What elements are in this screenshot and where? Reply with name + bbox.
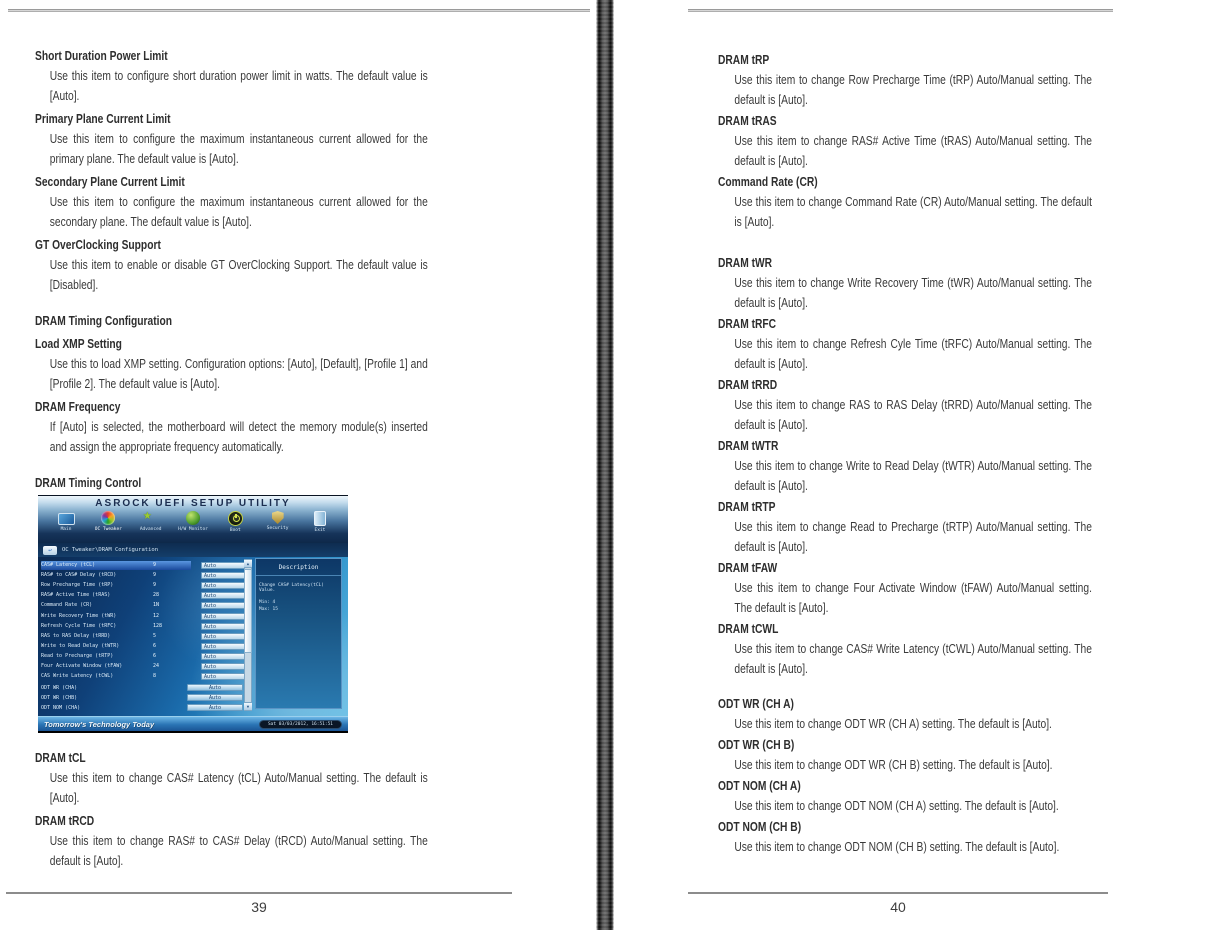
- bios-row-value: 1N: [153, 602, 160, 609]
- bios-setting-button: Auto: [201, 572, 251, 580]
- bios-menu-item: Security: [258, 511, 298, 543]
- bios-row-value: 24: [153, 663, 160, 670]
- uefi-setup-screenshot: [38, 495, 348, 733]
- bios-menu-bar: [46, 511, 340, 543]
- bios-slogan: Tomorrow's Technology Today: [44, 719, 155, 729]
- section-body: Use this item to change Row Precharge Time (tRP) Auto/Manual setting. The default is [Auto].: [734, 73, 1092, 107]
- manual-page-40: [614, 0, 1229, 930]
- section-body: Use this item to change CAS# Latency (tCL) Auto/Manual setting. The default is [Auto].: [49, 771, 428, 805]
- page-bottom-rule: [6, 892, 512, 894]
- section-body: If [Auto] is selected, the motherboard will detect the memory module(s) inserted and assign the appropriate frequency automatically.: [49, 420, 428, 454]
- bios-row-value: 6: [153, 653, 157, 660]
- description-panel: [255, 558, 342, 709]
- section-title: DRAM tCL: [35, 751, 86, 765]
- manual-section: [35, 109, 428, 169]
- bios-setting-button: Auto: [201, 663, 251, 671]
- scrollbar-thumb: [244, 569, 252, 653]
- bios-row: [41, 571, 251, 580]
- bios-footer: [38, 716, 348, 731]
- bios-row-group: [41, 612, 251, 681]
- bios-row-group: [41, 561, 251, 610]
- section-title: Short Duration Power Limit: [35, 49, 168, 63]
- manual-section: [35, 46, 428, 106]
- bios-row-label: Write Recovery Time (tWR): [41, 613, 117, 620]
- bios-menu-item: H/W Monitor: [173, 511, 213, 543]
- manual-section: [35, 334, 428, 394]
- bios-row: [41, 632, 251, 641]
- page-top-rule: [688, 9, 1113, 12]
- section-body: Use this item to change RAS# to CAS# Delay (tRCD) Auto/Manual setting. The default is [Auto].: [49, 834, 428, 868]
- bios-row: [41, 561, 251, 570]
- manual-section: [35, 397, 428, 457]
- oc-tweaker-icon: [101, 511, 115, 525]
- bios-setting-button: Auto: [201, 643, 251, 651]
- manual-section: [35, 748, 428, 808]
- bios-row-value: 12: [153, 613, 160, 620]
- bios-row: [41, 591, 251, 600]
- section-body: Use this item to configure short duration power limit in watts. The default value is [Auto].: [49, 69, 428, 103]
- section-title: DRAM tRRD: [718, 378, 778, 392]
- bios-row-value: 28: [153, 592, 160, 599]
- bios-setting-button: Auto: [201, 653, 251, 661]
- bios-settings-list: [41, 561, 251, 713]
- bios-row: [41, 683, 251, 692]
- right-page-sections: [718, 50, 1092, 858]
- bios-row: [41, 601, 251, 610]
- main-icon: [58, 513, 75, 525]
- section-title: GT OverClocking Support: [35, 238, 161, 252]
- section-title: Load XMP Setting: [35, 337, 122, 351]
- back-icon: ↩: [43, 546, 57, 555]
- section-title: ODT WR (CH A): [718, 697, 794, 711]
- section-title: DRAM Timing Configuration: [35, 314, 173, 328]
- section-body: Use this item to change ODT WR (CH B) setting. The default is [Auto].: [734, 758, 1053, 772]
- section-title: DRAM tWR: [718, 256, 773, 270]
- bios-breadcrumb-bar: [38, 543, 348, 557]
- bios-row-label: RAS# to CAS# Delay (tRCD): [41, 572, 117, 579]
- bios-row-value: 9: [153, 572, 157, 579]
- description-text: Change CAS# Latency(tCL) Value.: [259, 583, 325, 593]
- section-body: Use this item to change ODT NOM (CH B) setting. The default is [Auto].: [734, 840, 1060, 854]
- advanced-icon: [143, 511, 158, 525]
- bios-row-label: Read to Precharge (tRTP): [41, 653, 114, 660]
- section-title: Command Rate (CR): [718, 175, 818, 189]
- scroll-up-icon: ▲: [244, 560, 252, 568]
- bios-setting-button: Auto: [187, 684, 243, 692]
- bios-row-label: Refresh Cycle Time (tRFC): [41, 623, 117, 630]
- manual-section: [35, 811, 428, 871]
- bios-row-label: ODT WR (CHB): [41, 694, 78, 701]
- section-title: ODT WR (CH B): [718, 738, 795, 752]
- section-body: Use this item to change RAS# Active Time (tRAS) Auto/Manual setting. The default is [Auto].: [734, 134, 1092, 168]
- bios-header: [38, 495, 348, 544]
- manual-section: [718, 172, 1092, 232]
- section-body: Use this item to change ODT NOM (CH A) setting. The default is [Auto].: [734, 799, 1059, 813]
- bios-row: [41, 581, 251, 590]
- section-body: Use this item to change CAS# Write Latency (tCWL) Auto/Manual setting. The default is [Auto].: [734, 642, 1092, 676]
- bios-row: [41, 622, 251, 631]
- bios-row-label: CAS Write Latency (tCWL): [41, 673, 114, 680]
- section-body: Use this item to change Read to Precharge (tRTP) Auto/Manual setting. The default is [Auto].: [734, 520, 1092, 554]
- bios-row-label: ODT WR (CHA): [41, 684, 78, 691]
- bios-setting-button: Auto: [187, 694, 243, 702]
- left-page-sections-after-image: [35, 748, 428, 874]
- bios-row-value: 6: [153, 643, 157, 650]
- bios-setting-button: Auto: [201, 582, 251, 590]
- bios-setting-button: Auto: [201, 633, 251, 641]
- bios-row: [41, 703, 251, 712]
- bios-datetime: Sat 03/03/2012, 16:51:51: [259, 720, 342, 729]
- security-icon: [272, 511, 284, 524]
- section-title: DRAM tCWL: [718, 622, 779, 636]
- section-body: Use this to load XMP setting. Configuration options: [Auto], [Default], [Profile 1] and [Profile 2]. The default value is [Auto].: [49, 357, 428, 391]
- bios-row-value: 9: [153, 562, 157, 569]
- section-body: Use this item to change Write to Read Delay (tWTR) Auto/Manual setting. The default is [Auto].: [734, 459, 1092, 493]
- hw-monitor-icon: [186, 511, 200, 525]
- section-body: Use this item to change ODT WR (CH A) setting. The default is [Auto].: [734, 717, 1052, 731]
- page-number: 39: [251, 899, 267, 915]
- bios-row: [41, 642, 251, 651]
- manual-section: [718, 776, 1092, 816]
- bios-setting-button: Auto: [201, 673, 251, 681]
- bios-row-group: [41, 683, 251, 712]
- bios-row-label: ODT NOM (CHA): [41, 704, 81, 711]
- manual-page-39: [0, 0, 596, 930]
- page-number: 40: [890, 899, 906, 915]
- bios-row: [41, 662, 251, 671]
- section-body: Use this item to change RAS to RAS Delay (tRRD) Auto/Manual setting. The default is [Auto].: [734, 398, 1092, 432]
- section-title: DRAM tRTP: [718, 500, 776, 514]
- manual-section: [718, 375, 1092, 435]
- scrollbar: [244, 559, 252, 711]
- section-body: Use this item to change Four Activate Window (tFAW) Auto/Manual setting. The default is [Auto].: [734, 581, 1092, 615]
- manual-section: [718, 111, 1092, 171]
- bios-row-label: Row Precharge Time (tRP): [41, 582, 114, 589]
- bios-row-label: Command Rate (CR): [41, 602, 93, 609]
- description-max: Max: 15: [259, 607, 278, 612]
- section-title: DRAM tRCD: [35, 814, 95, 828]
- section-title: ODT NOM (CH A): [718, 779, 801, 793]
- bios-main-area: [38, 557, 348, 716]
- section-title: DRAM tRFC: [718, 317, 777, 331]
- bios-row-label: Four Activate Window (tFAW): [41, 663, 123, 670]
- manual-section: [35, 311, 428, 331]
- bios-row-value: 5: [153, 633, 157, 640]
- description-min: Min: 4: [259, 600, 276, 605]
- manual-section: [718, 436, 1092, 496]
- bios-row: [41, 672, 251, 681]
- manual-section: [718, 817, 1092, 857]
- section-body: Use this item to change Write Recovery Time (tWR) Auto/Manual setting. The default is [Auto].: [734, 276, 1092, 310]
- section-title: DRAM tFAW: [718, 561, 778, 575]
- bios-setting-button: Auto: [201, 592, 251, 600]
- bios-row: [41, 693, 251, 702]
- left-page-sections: [35, 46, 428, 496]
- manual-section: [718, 253, 1092, 313]
- section-title: Primary Plane Current Limit: [35, 112, 171, 126]
- scroll-down-icon: ▼: [244, 702, 252, 710]
- bios-row-value: 128: [153, 623, 163, 630]
- bios-title: ASROCK UEFI SETUP UTILITY: [95, 498, 291, 509]
- bios-row-label: CAS# Latency (tCL): [41, 562, 96, 569]
- section-body: Use this item to change Command Rate (CR) Auto/Manual setting. The default is [Auto].: [734, 195, 1092, 229]
- section-title: DRAM tWTR: [718, 439, 779, 453]
- manual-section: [718, 694, 1092, 734]
- section-body: Use this item to enable or disable GT OverClocking Support. The default value is [Disabled].: [49, 258, 428, 292]
- bios-setting-button: Auto: [201, 613, 251, 621]
- breadcrumb: OC Tweaker\DRAM Configuration: [62, 547, 159, 553]
- section-title: DRAM Timing Control: [35, 476, 142, 490]
- bios-menu-item: Main: [46, 511, 86, 543]
- bios-menu-item: Boot: [215, 511, 255, 543]
- manual-section: [718, 619, 1092, 679]
- manual-section: [718, 497, 1092, 557]
- bios-setting-button: Auto: [201, 562, 251, 570]
- manual-section: [718, 314, 1092, 374]
- description-title: Description: [256, 559, 341, 576]
- bios-menu-item: OC Tweaker: [88, 511, 128, 543]
- bios-row: [41, 612, 251, 621]
- section-title: DRAM tRP: [718, 53, 770, 67]
- bios-row-value: 9: [153, 582, 157, 589]
- bios-row-value: 8: [153, 673, 157, 680]
- manual-section: [718, 735, 1092, 775]
- section-body: Use this item to change Refresh Cyle Time (tRFC) Auto/Manual setting. The default is [Auto].: [734, 337, 1092, 371]
- section-body: Use this item to configure the maximum instantaneous current allowed for the primary plane. The default value is [Auto].: [49, 132, 428, 166]
- manual-section: [718, 558, 1092, 618]
- manual-section: [718, 50, 1092, 110]
- page-bottom-rule: [688, 892, 1108, 894]
- section-title: ODT NOM (CH B): [718, 820, 802, 834]
- bios-menu-item: Exit: [300, 511, 340, 543]
- section-title: DRAM Frequency: [35, 400, 121, 414]
- exit-icon: [314, 511, 326, 526]
- bios-row-label: Write to Read Delay (tWTR): [41, 643, 120, 650]
- page-top-rule: [8, 9, 590, 12]
- bios-row-label: RAS# Active Time (tRAS): [41, 592, 111, 599]
- bios-menu-item: ★ Advanced: [131, 511, 171, 543]
- book-spine: [596, 0, 614, 930]
- manual-section: [35, 473, 428, 493]
- manual-section: [35, 235, 428, 295]
- bios-row-label: RAS to RAS Delay (tRRD): [41, 633, 111, 640]
- section-body: Use this item to configure the maximum instantaneous current allowed for the secondary plane. The default value is [Auto].: [49, 195, 428, 229]
- bios-setting-button: Auto: [201, 623, 251, 631]
- bios-setting-button: Auto: [187, 704, 243, 712]
- section-title: Secondary Plane Current Limit: [35, 175, 185, 189]
- section-title: DRAM tRAS: [718, 114, 777, 128]
- boot-icon: [228, 511, 243, 526]
- bios-setting-button: Auto: [201, 602, 251, 610]
- bios-row: [41, 652, 251, 661]
- manual-section: [35, 172, 428, 232]
